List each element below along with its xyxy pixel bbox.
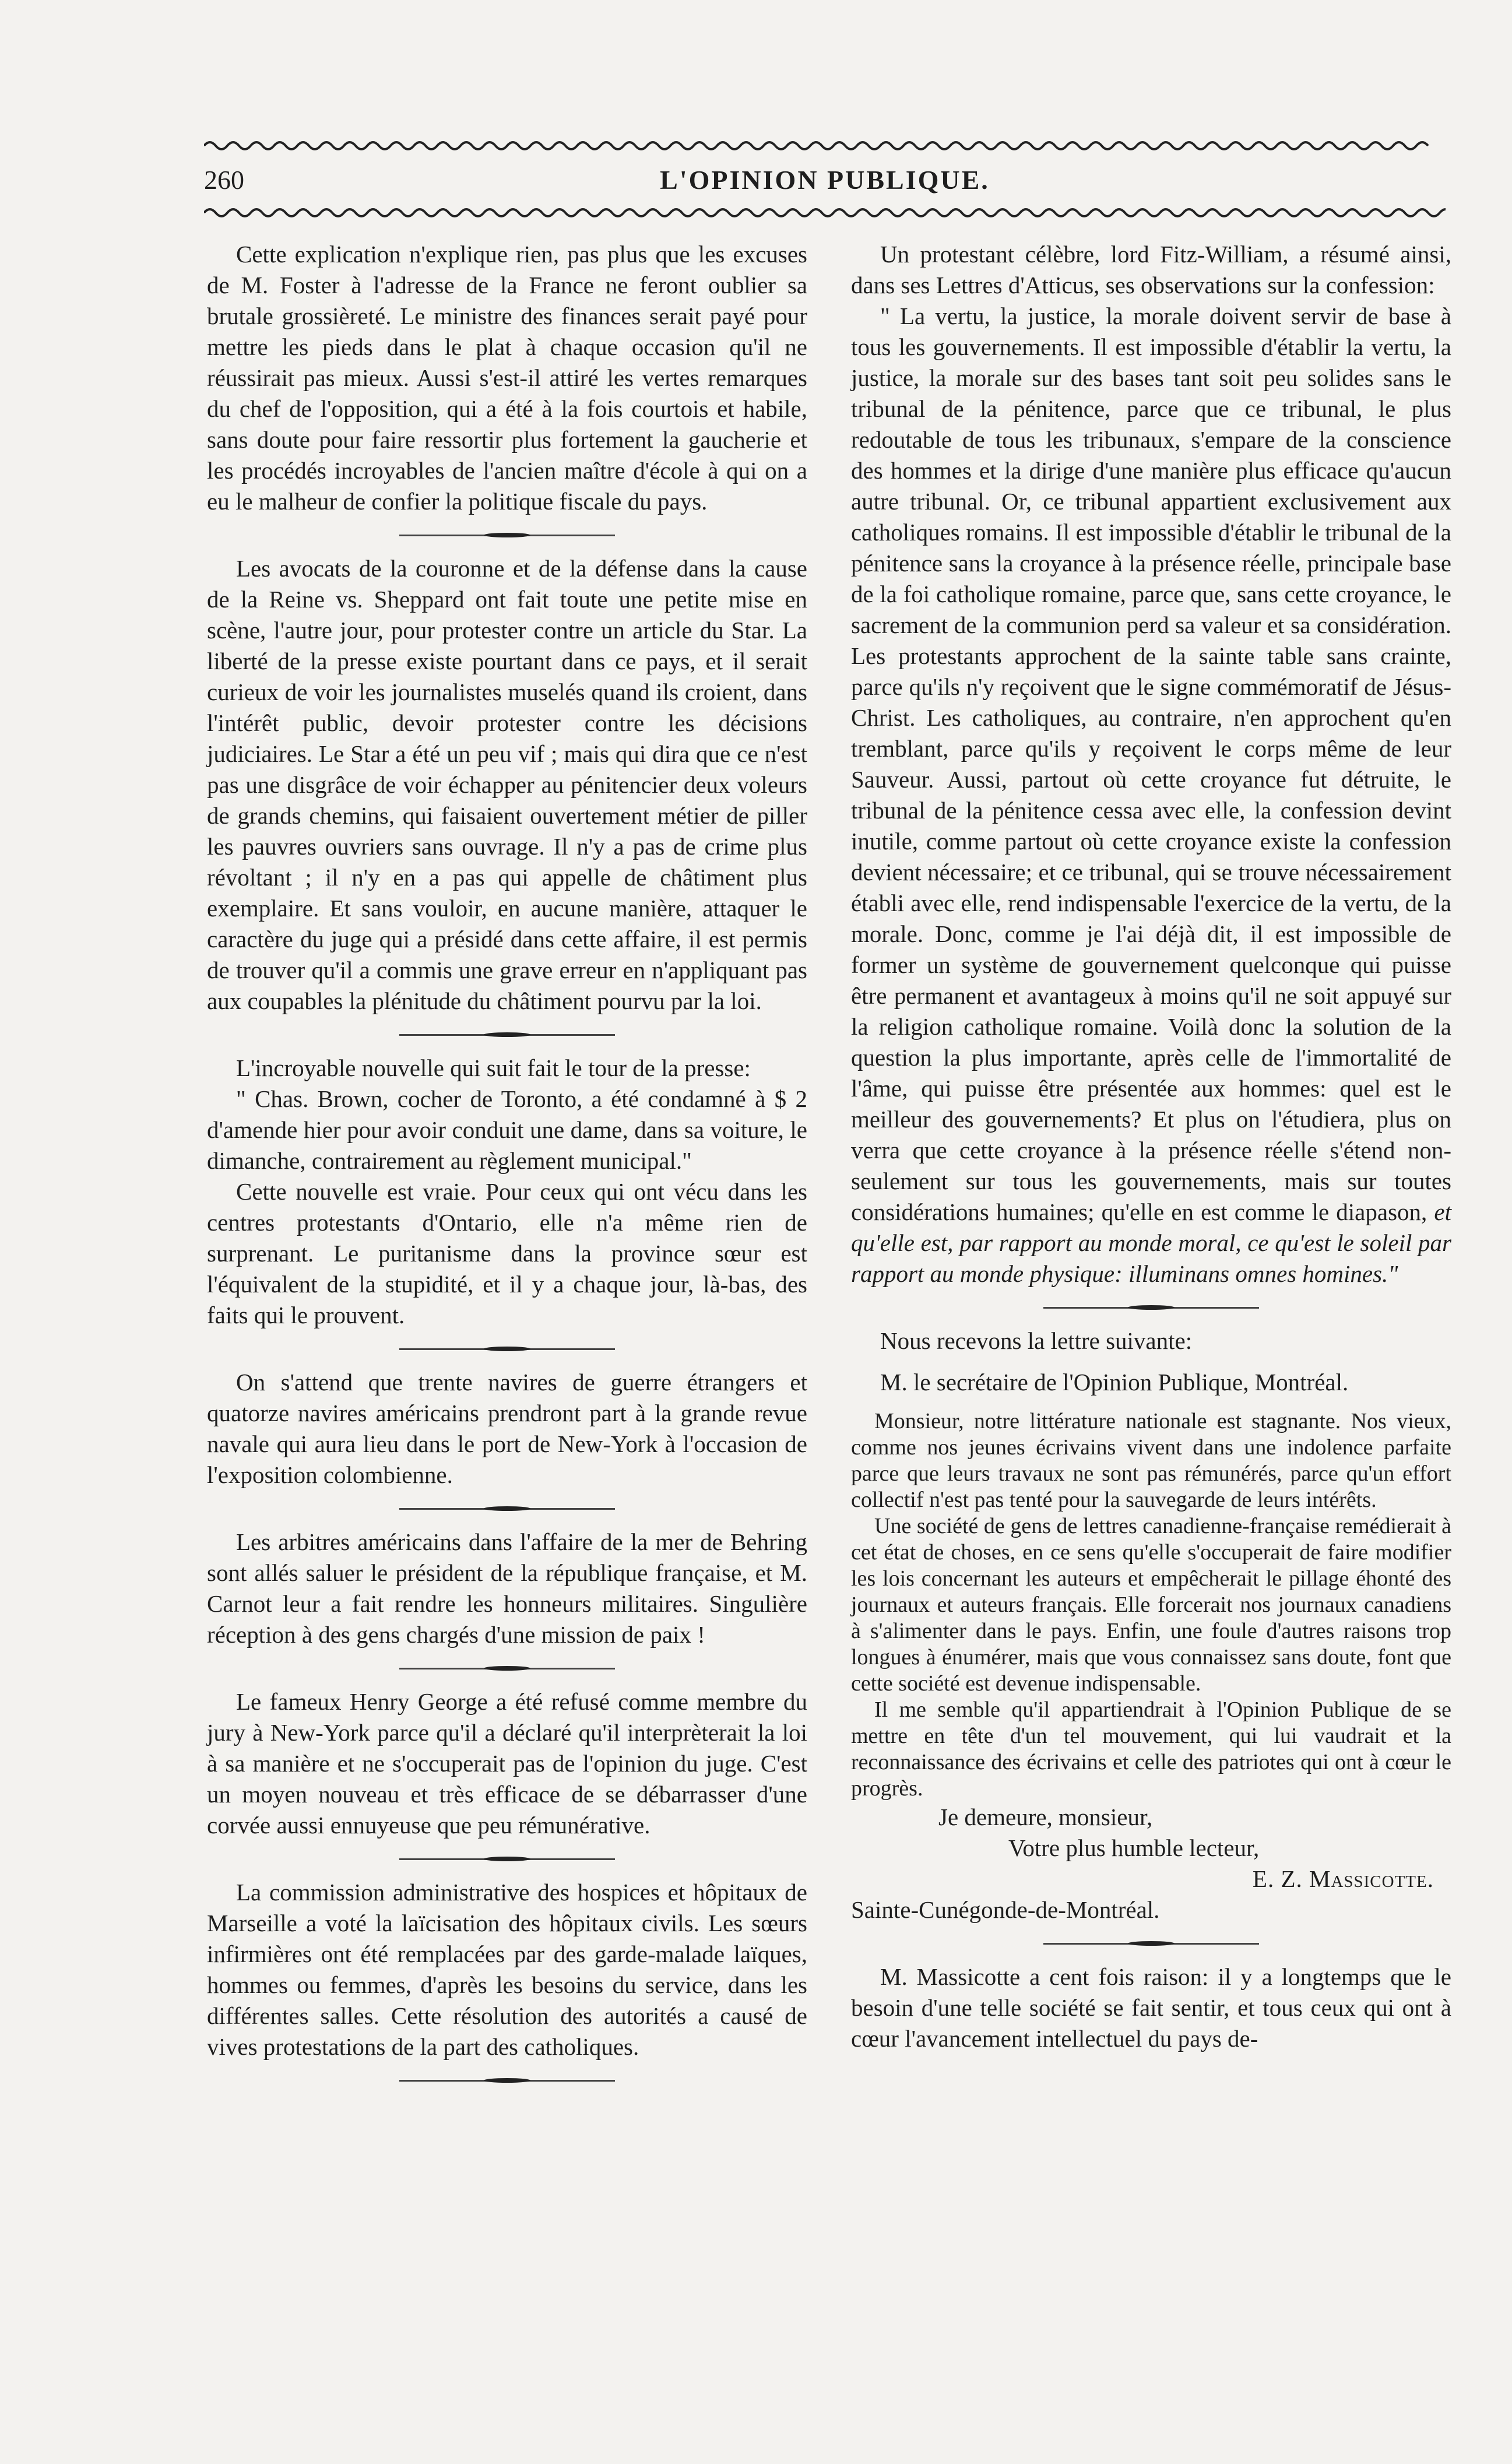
section-divider	[207, 1491, 807, 1527]
article-paragraph: L'incroyable nouvelle qui suit fait le tour de la presse:	[236, 1055, 751, 1081]
article-paragraph: Le fameux Henry George a été refusé comme membre du jury à New-York parce qu'il a déclaré qu'il interprèterait la loi à sa manière et ne s'occuperait pas de l'opinion du juge. C'est un moyen nouveau et très efficace de se débarrasser d'une corvée aussi ennuyeuse que peu rémunérative.	[207, 1688, 807, 1839]
article-paragraph: Les avocats de la couronne et de la défense dans la cause de la Reine vs. Sheppard ont fait toute une petite mise en scène, l'autre jour, pour protester contre un article du Star. La liberté de la presse existe pourtant dans ce pays, et il serait curieux de voir les journalistes muselés quand ils croient, dans l'intérêt public, devoir protester contre les décisions judiciaires. Le Star a été un peu vif ; mais qui dira que ce n'est pas une disgrâce de voir échapper au pénitencier deux voleurs de grands chemins, qui faisaient ouvertement métier de piller les pauvres ouvriers sans ouvrage. Il n'y a pas de crime plus révoltant ; il n'y en a pas qui appelle de châtiment plus exemplaire. Et sans vouloir, en aucune manière, attaquer le caractère du juge qui a présidé dans cette affaire, il est permis de trouver qu'il a commis une grave erreur en n'appliquant pas aux coupables la plénitude du châtiment pourvu par la loi.	[207, 555, 807, 1014]
left-column	[207, 239, 807, 2099]
article-paragraph: On s'attend que trente navires de guerre étrangers et quatorze navires américains prendront part à la grande revue navale qui aura lieu dans le port de New-York à l'occasion de l'exposition colombienne.	[207, 1369, 807, 1488]
article-paragraph: Les arbitres américains dans l'affaire de la mer de Behring sont allés saluer le président de la république française, et M. Carnot leur a fait rendre les honneurs militaires. Singulière réception à des gens chargés d'une mission de paix !	[207, 1528, 807, 1648]
top-wavy-rule	[204, 137, 1446, 154]
article-quote: " Chas. Brown, cocher de Toronto, a été condamné à $ 2 d'amende hier pour avoir conduit une dame, dans sa voiture, le dimanche, contrairement au règlement municipal."	[207, 1085, 807, 1174]
letter-place: Sainte-Cunégonde-de-Montréal.	[851, 1896, 1160, 1923]
section-divider	[207, 1650, 807, 1686]
section-divider	[207, 1331, 807, 1367]
right-column	[851, 239, 1451, 2054]
page-header	[204, 157, 1446, 204]
letter-intro: Nous recevons la lettre suivante:	[880, 1327, 1193, 1354]
letter-signature: E. Z. Massicotte.	[1252, 1865, 1434, 1892]
bottom-wavy-rule	[204, 204, 1446, 222]
article-paragraph: M. Massicotte a cent fois raison: il y a longtemps que le besoin d'une telle société se fait sentir, et tous ceux qui ont à cœur l'avancement intellectuel du pays de-	[851, 1963, 1451, 2052]
letter-paragraph: Monsieur, notre littérature nationale est stagnante. Nos vieux, comme nos jeunes écrivains vivent dans une indolence parfaite parce que leurs travaux ne sont pas rémunérés, parce qu'un effort collectif n'est pas tenté pour la sauvegarde de leurs intérêts.	[851, 1409, 1451, 1512]
letter-paragraph: Il me semble qu'il appartiendrait à l'Opinion Publique de se mettre en tête d'un tel mouvement, qui lui vaudrait et la reconnaissance des écrivains et celle des patriotes qui ont à cœur le progrès.	[851, 1697, 1451, 1801]
journal-title: L'OPINION PUBLIQUE.	[660, 165, 990, 195]
article-quote	[851, 301, 1451, 1289]
article-paragraph: La commission administrative des hospices et hôpitaux de Marseille a voté la laïcisation des hôpitaux civils. Les sœurs infirmières ont été remplacées par des garde-malade laïques, hommes ou femmes, d'après les besoins du service, dans les différentes salles. Cette résolution des autorités a causé de vives protestations de la part des catholiques.	[207, 1879, 807, 2060]
letter-closing: Je demeure, monsieur,	[938, 1804, 1153, 1830]
article-paragraph: Cette explication n'explique rien, pas plus que les excuses de M. Foster à l'adresse de la France ne feront oublier sa brutale grossièreté. Le ministre des finances serait payé pour mettre les pieds dans le plat à chaque occasion qu'il ne réussirait pas mieux. Aussi s'est-il attiré les vertes remarques du chef de l'opposition, qui a été à la fois courtois et habile, sans doute pour faire ressortir plus fortement la gaucherie et les procédés incroyables de l'ancien maître d'école à qui on a eu le malheur de confier la politique fiscale du pays.	[207, 241, 807, 515]
quote-text: " La vertu, la justice, la morale doivent servir de base à tous les gouvernements. Il est impossible d'établir la vertu, la justice, la morale sur des bases tant soit peu solides sans le tribunal de la pénitence, parce que ce tribunal, le plus redoutable de tous les tribunaux, s'empare de la conscience des hommes et la dirige d'une manière plus efficace qu'aucun autre tribunal. Or, ce tribunal appartient exclusivement aux catholiques romains. Il est impossible d'établir le tribunal de la pénitence sans la croyance à la présence réelle, principale base de la foi catholique romaine, parce que, sans cette croyance, le sacrement de la communion perd sa valeur et sa considération. Les protestants approchent de la sainte table sans crainte, parce qu'ils n'y reçoivent que le signe commémoratif de Jésus-Christ. Les catholiques, au contraire, n'en approchent qu'en tremblant, parce qu'ils y reçoivent le corps même de leur Sauveur. Aussi, partout où cette croyance fut détruite, le tribunal de la pénitence cessa avec elle, la confession devint inutile, comme partout où cette croyance existe la confession devient nécessaire; et ce tribunal, qui se trouve nécessairement établi avec elle, rend indispensable l'exercice de la vertu, de la morale. Donc, comme je l'ai déjà dit, il est impossible de former un système de gouvernement quelconque qui puisse être permanent et avantageux à moins qu'il ne soit appuyé sur la religion catholique romaine. Voilà donc la solution de la question la plus importante, après celle de l'immortalité de l'âme, qui puisse être présentée aux hommes: quel est le meilleur des gouvernements? Et plus on l'étudiera, plus on verra que cette croyance à la présence réelle s'étend non-seulement sur tous les gouvernements, mais sur toutes considérations humaines; qu'elle en est comme le diapason,	[851, 303, 1451, 1225]
letter-paragraph: Une société de gens de lettres canadienne-française remédierait à cet état de choses, en ce sens qu'elle s'occuperait de faire modifier les lois concernant les auteurs et empêcherait le pillage éhonté des journaux et auteurs français. Elle forcerait nos journaux canadiens à s'alimenter dans le pays. Enfin, une foule d'autres raisons trop longues à énumérer, mais que vous connaissez sans doute, font que cette société est devenue indispensable.	[851, 1514, 1451, 1696]
section-divider	[851, 1289, 1451, 1326]
page-number: 260	[204, 165, 244, 195]
section-divider	[207, 1017, 807, 1053]
section-divider	[207, 2062, 807, 2099]
letter-body	[851, 1408, 1451, 1802]
section-divider	[851, 1925, 1451, 1962]
article-paragraph: Cette nouvelle est vraie. Pour ceux qui ont vécu dans les centres protestants d'Ontario, elle n'a même rien de surprenant. Le puritanisme dans la province sœur est l'équivalent de la stupidité, et il y a chaque jour, là-bas, des faits qui le prouvent.	[207, 1178, 807, 1328]
article-intro: Un protestant célèbre, lord Fitz-William, a résumé ainsi, dans ses Lettres d'Atticus, ses observations sur la confession:	[851, 241, 1451, 298]
section-divider	[207, 517, 807, 553]
quote-italic: et qu'elle est, par rapport au monde moral, ce qu'est le soleil par rapport au monde physique: illuminans omnes homines."	[851, 1198, 1452, 1287]
section-divider	[207, 1841, 807, 1877]
letter-address: M. le secrétaire de l'Opinion Publique, Montréal.	[880, 1369, 1349, 1396]
letter-closing: Votre plus humble lecteur,	[1008, 1834, 1260, 1861]
